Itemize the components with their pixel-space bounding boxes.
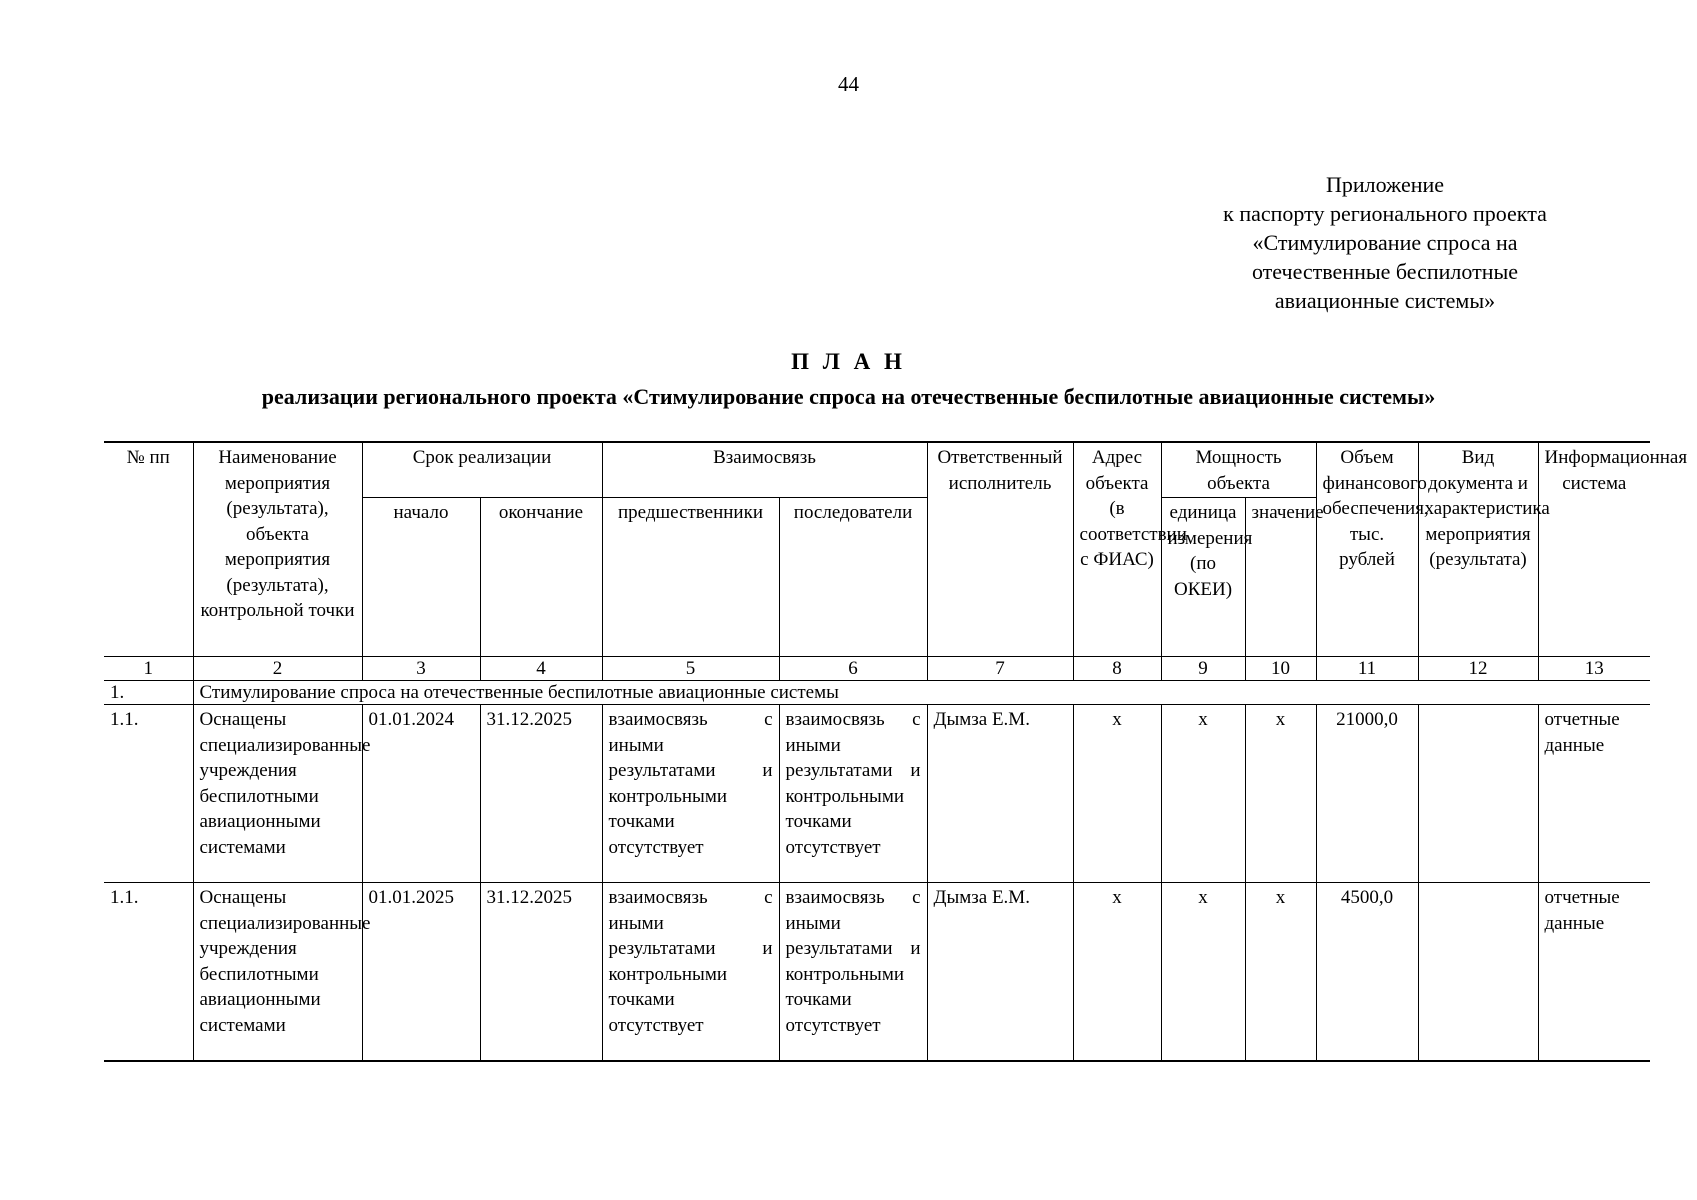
row-finance: 4500,0 bbox=[1316, 883, 1418, 1062]
row-responsible: Дымза Е.М. bbox=[927, 705, 1073, 883]
column-number: 9 bbox=[1161, 657, 1245, 681]
appendix-block bbox=[1140, 170, 1630, 315]
row-doc-type bbox=[1418, 705, 1538, 883]
row-doc-type bbox=[1418, 883, 1538, 1062]
column-number: 3 bbox=[362, 657, 480, 681]
header-relation: Взаимосвязь bbox=[602, 442, 927, 498]
section-title: Стимулирование спроса на отечественные беспилотные авиационные системы bbox=[193, 681, 1650, 705]
table-row bbox=[104, 883, 1650, 1062]
page-number: 44 bbox=[838, 72, 859, 96]
column-number: 6 bbox=[779, 657, 927, 681]
row-info-system: отчетные данные bbox=[1538, 705, 1650, 883]
header-successors: последователи bbox=[779, 498, 927, 657]
header-period: Срок реализации bbox=[362, 442, 602, 498]
column-number-row bbox=[104, 657, 1650, 681]
header-responsible: Ответственный исполнитель bbox=[927, 442, 1073, 657]
column-number: 12 bbox=[1418, 657, 1538, 681]
appendix-line: авиационные системы» bbox=[1274, 288, 1496, 313]
appendix-line: «Стимулирование спроса на bbox=[1252, 230, 1518, 255]
column-number: 11 bbox=[1316, 657, 1418, 681]
row-successors: взаимосвязь с иными результатами и контрольными точками отсутствует bbox=[779, 705, 927, 883]
column-number: 7 bbox=[927, 657, 1073, 681]
row-address: х bbox=[1073, 883, 1161, 1062]
column-number: 8 bbox=[1073, 657, 1161, 681]
row-end-date: 31.12.2025 bbox=[480, 705, 602, 883]
column-number: 4 bbox=[480, 657, 602, 681]
row-address: х bbox=[1073, 705, 1161, 883]
row-name: Оснащены специализированные учреждения беспилотными авиационными системами bbox=[193, 705, 362, 883]
row-value: х bbox=[1245, 883, 1316, 1062]
column-number: 5 bbox=[602, 657, 779, 681]
header-name: Наименование мероприятия (результата), объекта мероприятия (результата), контрольной точки bbox=[193, 442, 362, 657]
row-value: х bbox=[1245, 705, 1316, 883]
row-start-date: 01.01.2024 bbox=[362, 705, 480, 883]
row-responsible: Дымза Е.М. bbox=[927, 883, 1073, 1062]
appendix-line: к паспорту регионального проекта bbox=[1223, 201, 1547, 226]
column-number: 13 bbox=[1538, 657, 1650, 681]
row-unit: х bbox=[1161, 705, 1245, 883]
header-unit: единица измерения (по ОКЕИ) bbox=[1161, 498, 1245, 657]
header-predecessors: предшественники bbox=[602, 498, 779, 657]
row-name: Оснащены специализированные учреждения беспилотными авиационными системами bbox=[193, 883, 362, 1062]
header-finance: Объем финансового обеспечения, тыс. рублей bbox=[1316, 442, 1418, 657]
row-predecessors: взаимосвязь с иными результатами и контрольными точками отсутствует bbox=[602, 883, 779, 1062]
document-subtitle: реализации регионального проекта «Стимулирование спроса на отечественные беспилотные авиационные системы» bbox=[261, 384, 1436, 409]
row-info-system: отчетные данные bbox=[1538, 883, 1650, 1062]
appendix-line: Приложение bbox=[1325, 172, 1445, 197]
row-predecessors: взаимосвязь с иными результатами и контрольными точками отсутствует bbox=[602, 705, 779, 883]
header-address: Адрес объекта (в соответствии с ФИАС) bbox=[1073, 442, 1161, 657]
row-number: 1.1. bbox=[104, 705, 193, 883]
row-finance: 21000,0 bbox=[1316, 705, 1418, 883]
header-capacity: Мощность объекта bbox=[1161, 442, 1316, 498]
section-number: 1. bbox=[104, 681, 193, 705]
appendix-line: отечественные беспилотные bbox=[1251, 259, 1519, 284]
document-title: П Л А Н bbox=[791, 349, 906, 374]
table-row bbox=[104, 705, 1650, 883]
header-doc-type: Вид документа и характеристика мероприятия (результата) bbox=[1418, 442, 1538, 657]
column-number: 2 bbox=[193, 657, 362, 681]
column-number: 10 bbox=[1245, 657, 1316, 681]
row-start-date: 01.01.2025 bbox=[362, 883, 480, 1062]
section-row bbox=[104, 681, 1650, 705]
plan-table bbox=[104, 441, 1688, 1062]
header-start: начало bbox=[362, 498, 480, 657]
header-info-system: Информационная система bbox=[1538, 442, 1650, 657]
row-number: 1.1. bbox=[104, 883, 193, 1062]
header-end: окончание bbox=[480, 498, 602, 657]
row-unit: х bbox=[1161, 883, 1245, 1062]
row-successors: взаимосвязь с иными результатами и контрольными точками отсутствует bbox=[779, 883, 927, 1062]
row-end-date: 31.12.2025 bbox=[480, 883, 602, 1062]
header-value: значение bbox=[1245, 498, 1316, 657]
column-number: 1 bbox=[104, 657, 193, 681]
header-num: № пп bbox=[104, 442, 193, 657]
